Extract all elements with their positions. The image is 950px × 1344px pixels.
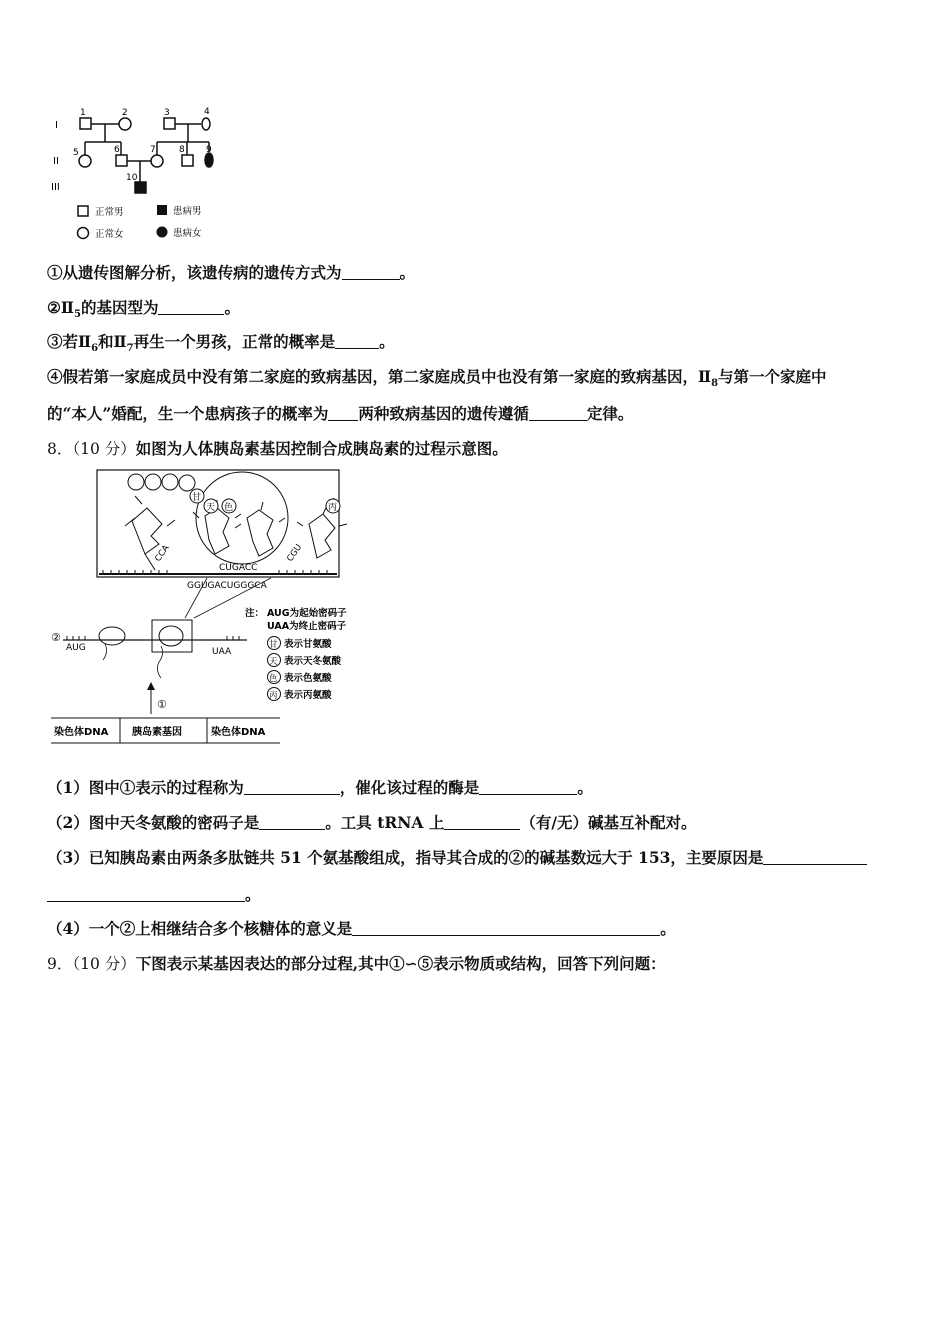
q8-part-2-text: （有/无）碱基互补配对。 — [520, 813, 697, 832]
question-title: 下图表示某基因表达的部分过程,其中①∽⑤表示物质或结构，回答下列问题： — [135, 954, 666, 973]
q8-part-3-text: （3）已知胰岛素由两条多肽链共 51 个氨基酸组成，指导其合成的②的碱基数远大于 153，主要原因是 — [47, 848, 764, 867]
legend-symbol: 色 — [269, 674, 278, 684]
individual-number: 10 — [126, 173, 138, 183]
q8-heading — [47, 437, 508, 459]
gen-label: III — [51, 182, 60, 193]
individual-6 — [116, 155, 127, 166]
stop-codon-label: UAA — [212, 647, 232, 657]
q7-item-4 — [47, 365, 827, 389]
q7-item-3-text: 和Ⅱ — [98, 332, 127, 351]
q7-item-4-text: ④假若第一家庭成员中没有第二家庭的致病基因，第二家庭成员中也没有第一家庭的致病基因，Ⅱ — [47, 367, 712, 386]
q8-part-1-text: （1）图中①表示的过程称为 — [47, 778, 244, 797]
q8-part-4-end: 。 — [660, 919, 676, 938]
question-title: 如图为人体胰岛素基因控制合成胰岛素的过程示意图。 — [135, 439, 508, 458]
gen-label: I — [55, 120, 58, 131]
individual-5 — [79, 155, 91, 167]
subscript: 6 — [91, 343, 99, 355]
individual-number: 4 — [204, 107, 210, 117]
amino-acid-label: 甘 — [192, 493, 202, 503]
dna-left-label: 染色体DNA — [54, 727, 109, 738]
legend-symbol: 丙 — [269, 691, 278, 701]
q7-item-2-text: 的基因型为 — [80, 298, 159, 317]
subscript: 8 — [711, 378, 719, 390]
amino-acid-label: 色 — [224, 503, 234, 513]
amino-acid-label: 丙 — [328, 503, 338, 513]
individual-number: 9 — [206, 145, 212, 155]
subscript: 5 — [73, 309, 81, 321]
ribosome-small — [99, 627, 125, 645]
q8-part-2 — [47, 811, 697, 833]
q7-item-4-text: 的“本人”婚配，生一个患病孩子的概率为 — [47, 404, 329, 423]
question-number: 9．（10 分） — [47, 955, 136, 973]
note-start-codon: AUG为起始密码子 — [267, 608, 347, 619]
marker-1: ① — [157, 698, 167, 711]
legend-normal-female: 正常女 — [95, 229, 124, 240]
q9-heading — [47, 952, 666, 974]
individual-number: 8 — [179, 145, 185, 155]
legend-affected-male-icon — [157, 205, 167, 215]
q8-part-3-cont — [47, 883, 261, 905]
q7-item-1 — [47, 261, 415, 283]
q7-item-4-text: 与第一个家庭中 — [718, 367, 827, 386]
note-title: 注： — [245, 608, 265, 619]
legend-normal-female-icon — [78, 228, 89, 239]
answer-blank[interactable] — [244, 780, 340, 795]
q7-item-1-text: ①从遗传图解分析，该遗传病的遗传方式为 — [47, 263, 342, 282]
dna-right-label: 染色体DNA — [211, 727, 266, 738]
answer-blank[interactable] — [47, 887, 245, 902]
legend-text: 表示甘氨酸 — [284, 639, 332, 650]
q8-part-1 — [47, 776, 593, 798]
insulin-gene-label: 胰岛素基因 — [132, 727, 182, 738]
individual-2 — [119, 118, 131, 130]
answer-blank[interactable] — [328, 406, 358, 421]
individual-number: 3 — [164, 108, 170, 118]
individual-1 — [80, 118, 91, 129]
answer-blank[interactable] — [763, 850, 867, 865]
individual-number: 6 — [114, 145, 120, 155]
legend-symbol: 天 — [269, 657, 278, 667]
legend-text: 表示色氨酸 — [284, 673, 332, 684]
individual-8 — [182, 155, 193, 166]
q7-item-2 — [47, 296, 240, 320]
q7-item-4-end: 定律。 — [586, 404, 634, 423]
answer-blank[interactable] — [529, 406, 587, 421]
legend-normal-male: 正常男 — [95, 207, 124, 218]
q8-part-2-text: 。工具 tRNA 上 — [325, 813, 445, 832]
answer-blank[interactable] — [259, 815, 325, 830]
amino-acid-label: 天 — [206, 503, 216, 513]
individual-4 — [202, 118, 210, 130]
individual-3 — [164, 118, 175, 129]
q7-item-4-cont — [47, 402, 633, 424]
individual-7 — [151, 155, 163, 167]
individual-number: 7 — [150, 145, 156, 155]
answer-blank[interactable] — [342, 265, 400, 280]
q7-item-3-text: ③若Ⅱ — [47, 332, 92, 351]
q8-part-3 — [47, 846, 867, 868]
translation-diagram — [47, 466, 377, 748]
q8-part-2-text: （2）图中天冬氨酸的密码子是 — [47, 813, 260, 832]
individual-number: 5 — [73, 148, 79, 158]
individual-number: 1 — [80, 108, 86, 118]
legend-text: 表示丙氨酸 — [284, 690, 332, 701]
mrna-sequence: GGUGACUGGGCA — [187, 581, 267, 591]
legend-text: 表示天冬氨酸 — [284, 656, 342, 667]
q8-part-1-text: ，催化该过程的酶是 — [339, 778, 480, 797]
anticodon-right: CGU — [285, 542, 305, 564]
pedigree-chart — [47, 100, 247, 250]
anticodon-left: CCA — [153, 543, 172, 564]
start-codon-label: AUG — [66, 643, 86, 653]
q7-item-1-end: 。 — [399, 263, 416, 282]
legend-affected-male: 患病男 — [173, 206, 202, 217]
q7-item-3-end: 。 — [379, 332, 395, 351]
q7-item-2-text: ②Ⅱ — [47, 298, 74, 317]
q7-item-4-text: 两种致病基因的遗传遵循 — [358, 404, 529, 423]
q7-item-3-text: 再生一个男孩，正常的概率是 — [133, 332, 336, 351]
legend-affected-female-icon — [157, 227, 168, 238]
note-stop-codon: UAA为终止密码子 — [267, 621, 347, 632]
q7-item-3 — [47, 330, 395, 354]
gen-label: II — [53, 156, 59, 167]
answer-blank[interactable] — [479, 780, 577, 795]
q7-item-2-end: 。 — [224, 298, 240, 317]
individual-9 — [205, 153, 213, 167]
legend-normal-male-icon — [78, 206, 88, 216]
subscript: 7 — [126, 343, 134, 355]
marker-2: ② — [51, 631, 61, 644]
q8-part-4 — [47, 917, 676, 939]
ribosome-small — [159, 626, 183, 646]
legend-symbol: 甘 — [269, 640, 278, 650]
q8-part-3-end: 。 — [245, 885, 261, 904]
legend-affected-female: 患病女 — [173, 228, 202, 239]
anticodon-middle: CUGACC — [219, 563, 258, 573]
q8-part-4-text: （4）一个②上相继结合多个核糖体的意义是 — [47, 919, 353, 938]
answer-blank[interactable] — [352, 921, 660, 936]
question-number: 8．（10 分） — [47, 440, 136, 458]
individual-10 — [135, 182, 146, 193]
individual-number: 2 — [122, 108, 128, 118]
answer-blank[interactable] — [335, 334, 379, 349]
q8-part-1-end: 。 — [577, 778, 593, 797]
answer-blank[interactable] — [444, 815, 520, 830]
answer-blank[interactable] — [158, 300, 224, 315]
highlight-box — [152, 620, 192, 652]
